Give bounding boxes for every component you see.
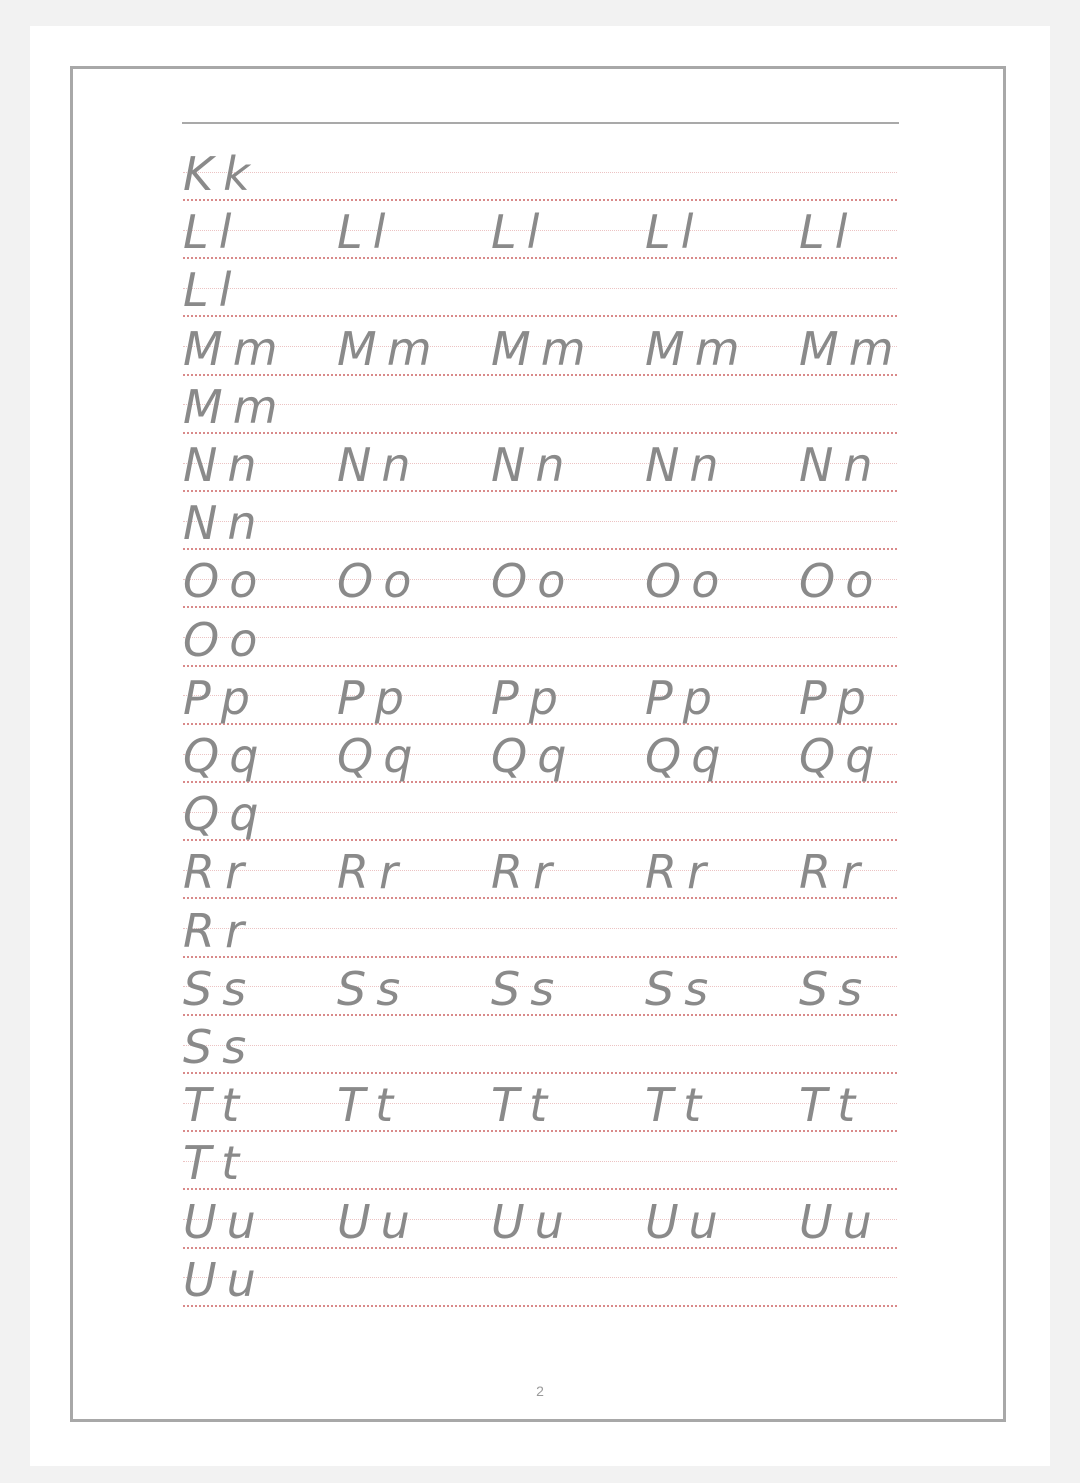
letter-pair: Oo [491, 554, 576, 609]
letter-pair: Rr [799, 845, 870, 900]
letter-pair: Mm [183, 379, 288, 434]
letter-pair: Uu [645, 1194, 728, 1249]
letter-pair: Rr [645, 845, 716, 900]
letter-pair: Ll [183, 263, 242, 318]
letter-pair: Tt [491, 1078, 558, 1133]
letter-pair: Ss [183, 961, 257, 1016]
writing-line [183, 724, 897, 783]
midline-dotted [183, 928, 897, 929]
letter-pair: Uu [183, 1252, 266, 1307]
letter-pair: Tt [183, 1136, 250, 1191]
letter-pair: Tt [337, 1078, 404, 1133]
baseline-dotted [183, 1305, 897, 1307]
letter-pair: Pp [491, 670, 568, 725]
letter-pair: Ss [645, 961, 719, 1016]
midline-dotted [183, 1161, 897, 1162]
letter-pair: Uu [183, 1194, 266, 1249]
letter-pair: Mm [491, 321, 596, 376]
letter-pair: Qq [183, 729, 269, 783]
writing-line [183, 1131, 897, 1190]
letter-pair: Oo [183, 612, 268, 667]
letter-pair: Qq [645, 729, 731, 783]
writing-line [183, 1190, 897, 1249]
letter-pair: Ss [183, 1020, 257, 1074]
letter-pair: Mm [645, 321, 750, 376]
writing-line [183, 1015, 897, 1074]
letter-pair: Ll [645, 205, 704, 260]
letter-pair: Mm [337, 321, 442, 376]
writing-line [183, 1248, 897, 1307]
letter-pair: Rr [183, 903, 254, 958]
midline-dotted [183, 404, 897, 405]
letter-pair: Qq [337, 729, 423, 783]
writing-line [183, 666, 897, 725]
letter-pair: Nn [183, 496, 267, 551]
letter-pair: Nn [337, 438, 421, 492]
writing-line [183, 317, 904, 376]
letter-pair: Rr [183, 845, 254, 900]
midline-dotted [183, 172, 897, 173]
letter-pair: Tt [645, 1078, 712, 1133]
letter-pair: Pp [799, 670, 876, 725]
letter-pair: Ss [491, 961, 565, 1016]
writing-line [183, 1073, 897, 1132]
writing-line [183, 375, 897, 434]
letter-pair: Ll [799, 205, 858, 260]
letter-pair: Pp [337, 670, 414, 725]
top-rule [182, 122, 899, 124]
letter-pair: Tt [183, 1078, 250, 1133]
letter-pair: Oo [183, 554, 268, 609]
writing-line [183, 899, 897, 958]
letter-pair: Ll [491, 205, 550, 260]
letter-pair: Uu [799, 1194, 882, 1249]
writing-line [183, 433, 897, 492]
letter-pair: Nn [645, 438, 729, 492]
writing-line [183, 782, 897, 841]
midline-dotted [183, 521, 897, 522]
writing-line [183, 608, 897, 667]
letter-pair: Oo [337, 554, 422, 609]
letter-pair: Ss [337, 961, 411, 1016]
letter-pair: Ll [337, 205, 396, 260]
page-number: 2 [536, 1383, 544, 1399]
letter-pair: Pp [183, 670, 260, 725]
letter-pair: Kk [183, 147, 260, 201]
writing-line [183, 258, 897, 317]
letter-pair: Mm [799, 321, 904, 376]
midline-dotted [183, 288, 897, 289]
letter-pair: Oo [799, 554, 884, 609]
writing-line [183, 957, 897, 1016]
writing-line [183, 549, 897, 608]
letter-pair: Uu [491, 1194, 574, 1249]
letter-pair: Pp [645, 670, 722, 725]
letter-pair: Oo [645, 554, 730, 609]
letter-pair: Nn [799, 438, 883, 492]
letter-pair: Qq [183, 787, 269, 842]
writing-line [183, 840, 897, 899]
midline-dotted [183, 1045, 897, 1046]
letter-pair: Tt [799, 1078, 866, 1133]
writing-line [183, 142, 897, 201]
writing-line [183, 491, 897, 550]
letter-pair: Ll [183, 205, 242, 260]
letter-pair: Nn [491, 438, 575, 492]
midline-dotted [183, 1277, 897, 1278]
letter-pair: Uu [337, 1194, 420, 1249]
letter-pair: Rr [491, 845, 562, 900]
letter-pair: Rr [337, 845, 408, 900]
letter-pair: Ss [799, 961, 873, 1016]
letter-pair: Mm [183, 321, 288, 376]
midline-dotted [183, 637, 897, 638]
midline-dotted [183, 812, 897, 813]
writing-line [183, 200, 897, 259]
letter-pair: Nn [183, 438, 267, 492]
letter-pair: Qq [799, 729, 885, 783]
letter-pair: Qq [491, 729, 577, 783]
